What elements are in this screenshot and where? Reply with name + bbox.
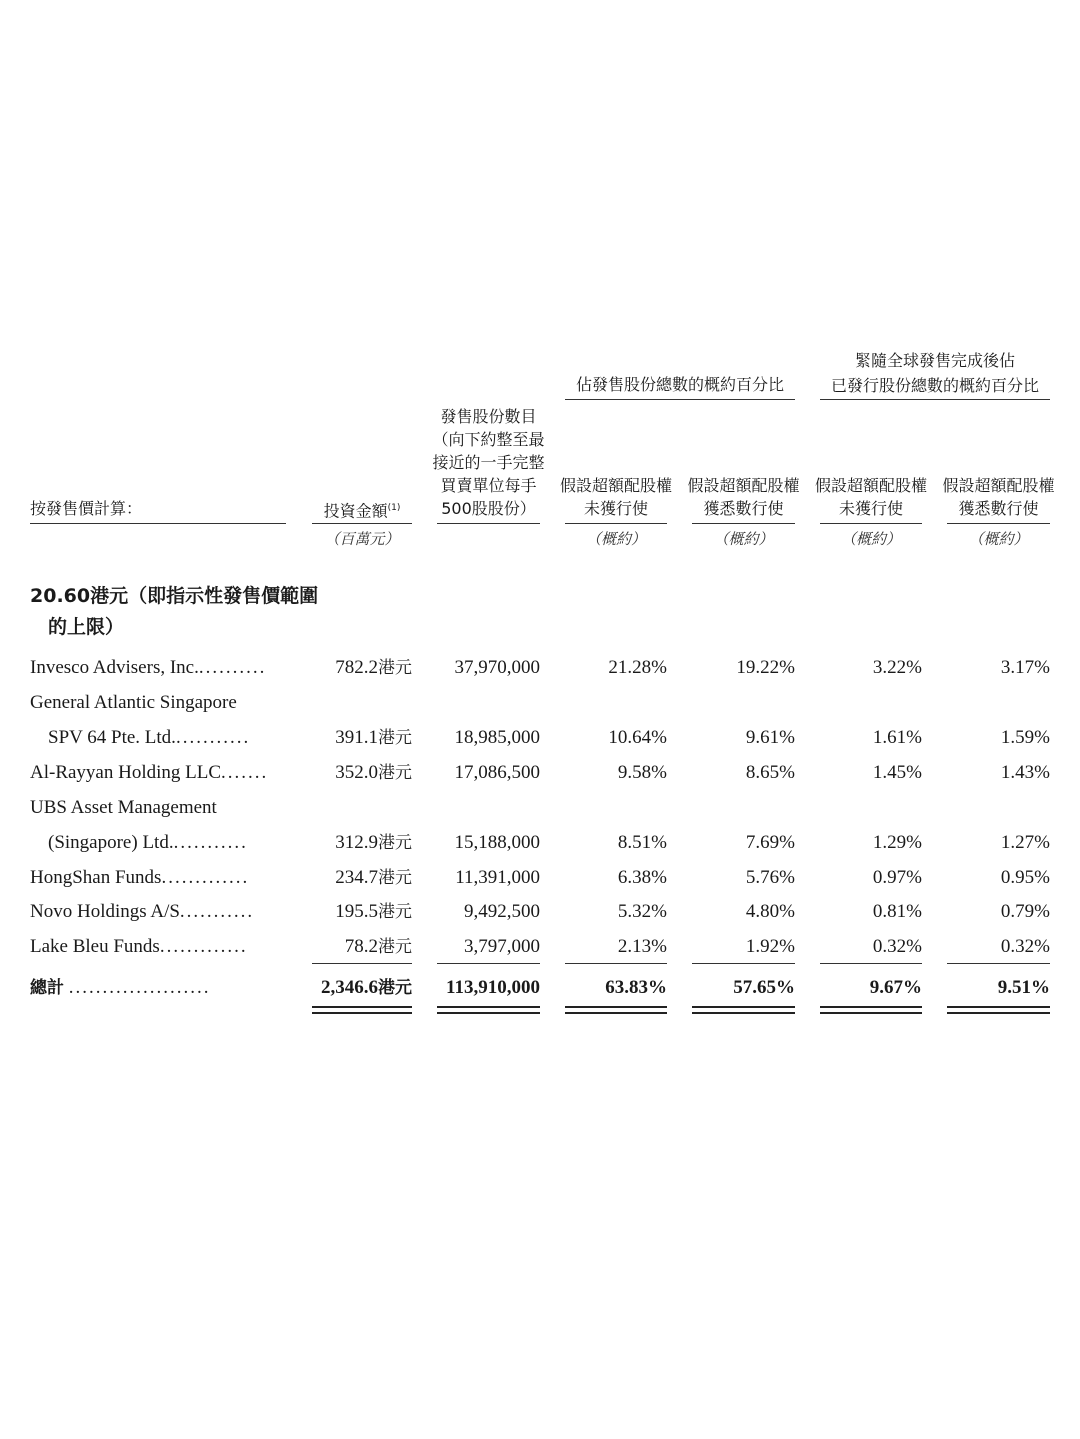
pct-offer-not-exercised: 8.51% [617,832,667,853]
subtotal-rule [820,963,922,964]
pct-offer-fully-exercised: 19.22% [736,657,795,678]
total-pct-issued-fully-exercised: 9.51% [997,977,1050,998]
share-count: 11,391,000 [455,867,540,888]
total-pct-offer-not-exercised: 63.83% [605,977,667,998]
pct-issued-not-exercised: 1.29% [872,832,922,853]
pct-issued-fully-exercised: 1.43% [1000,762,1050,783]
subtotal-rule [565,963,667,964]
column-header-issued-fully-exercised: 假設超額配股權 獲悉數行使 [942,476,1055,518]
share-count: 3,797,000 [464,936,540,957]
total-double-rule [820,1006,922,1014]
investor-name: (Singapore) Ltd............ [48,832,248,853]
investment-amount: 78.2港元 [344,936,412,957]
section-heading: 20.60港元（即指示性發售價範圍 的上限） [30,585,319,638]
column-rule-investment-amount [312,523,412,524]
pct-offer-fully-exercised: 4.80% [745,901,795,922]
pct-offer-fully-exercised: 5.76% [745,867,795,888]
pct-issued-not-exercised: 0.81% [872,901,922,922]
investor-name: Invesco Advisers, Inc........... [30,657,267,678]
subtotal-rule [692,963,795,964]
investor-name: SPV 64 Pte. Ltd............ [48,727,251,748]
total-row [0,970,1080,1005]
investment-amount: 782.2港元 [335,657,412,678]
pct-offer-fully-exercised: 9.61% [745,727,795,748]
pct-issued-fully-exercised: 3.17% [1000,657,1050,678]
investment-amount: 352.0港元 [335,762,412,783]
subtotal-rule [312,963,412,964]
column-rule-shares [437,523,540,524]
investment-amount: 391.1港元 [335,727,412,748]
table-row [0,650,1080,685]
share-count: 37,970,000 [454,657,540,678]
total-double-rule [947,1006,1050,1014]
pct-issued-not-exercised: 0.97% [872,867,922,888]
pct-issued-not-exercised: 1.61% [872,727,922,748]
investor-name: Lake Bleu Funds............. [30,936,248,957]
unit-approx: （概約） [968,530,1029,548]
table-row [0,894,1080,929]
pct-issued-fully-exercised: 0.95% [1000,867,1050,888]
total-double-rule [565,1006,667,1014]
pct-offer-not-exercised: 21.28% [608,657,667,678]
column-header-offer-not-exercised: 假設超額配股權 未獲行使 [560,476,673,518]
leader-dots: ............. [161,867,250,888]
pct-offer-not-exercised: 6.38% [617,867,667,888]
group-rule-issued-pct [820,399,1050,400]
column-header-offer-fully-exercised: 假設超額配股權 獲悉數行使 [687,476,800,518]
investment-amount: 195.5港元 [335,901,412,922]
group-rule-offer-pct [565,399,795,400]
investment-amount: 234.7港元 [335,867,412,888]
investment-amount: 312.9港元 [335,832,412,853]
leader-dots: ..................... [68,977,211,998]
leader-dots: ........... [175,727,251,748]
footnote-marker: (1) [387,503,401,513]
leader-dots: ........... [179,901,255,922]
pct-offer-fully-exercised: 8.65% [745,762,795,783]
unit-approx: （概約） [713,530,774,548]
leader-dots: .......... [198,657,267,678]
column-rule-offer-not-exercised [565,523,667,524]
share-count: 15,188,000 [454,832,540,853]
investor-name-line1: UBS Asset Management [30,797,217,818]
column-header-investment-amount: 投資金額$^{(1)}$ [323,501,401,521]
pct-offer-fully-exercised: 7.69% [745,832,795,853]
table-row [0,860,1080,895]
unit-approx: （概約） [840,530,901,548]
column-header-shares: 發售股份數目 （向下約整至最 接近的一手完整 買賣單位每手 500股股份） [432,407,545,518]
unit-investment-amount: （百萬元） [324,530,400,548]
pct-offer-fully-exercised: 1.92% [745,936,795,957]
total-double-rule [312,1006,412,1014]
total-double-rule [692,1006,795,1014]
total-label: 總計 ..................... [30,977,211,998]
pct-offer-not-exercised: 9.58% [617,762,667,783]
investor-name-line1: General Atlantic Singapore [30,692,237,713]
pct-issued-fully-exercised: 1.27% [1000,832,1050,853]
investor-name: HongShan Funds............. [30,867,250,888]
pct-offer-not-exercised: 2.13% [617,936,667,957]
column-rule-offer-fully-exercised [692,523,795,524]
total-pct-issued-not-exercised: 9.67% [869,977,922,998]
share-count: 17,086,500 [454,762,540,783]
column-rule-issued-fully-exercised [947,523,1050,524]
column-rule-issued-not-exercised [820,523,922,524]
pct-issued-not-exercised: 0.32% [872,936,922,957]
share-count: 18,985,000 [454,727,540,748]
table-row [0,755,1080,790]
pct-issued-fully-exercised: 1.59% [1000,727,1050,748]
leader-dots: ............. [159,936,248,957]
investor-name: Novo Holdings A/S........... [30,901,255,922]
table-row [0,720,1080,755]
table-row-name-line [0,790,1080,825]
total-investment-amount: 2,346.6港元 [321,977,412,998]
pct-issued-fully-exercised: 0.79% [1000,901,1050,922]
column-header-issued-not-exercised: 假設超額配股權 未獲行使 [815,476,928,518]
table-row-name-line [0,685,1080,720]
share-count: 9,492,500 [464,901,540,922]
total-double-rule [437,1006,540,1014]
pct-issued-not-exercised: 1.45% [872,762,922,783]
total-pct-offer-fully-exercised: 57.65% [733,977,795,998]
unit-approx: （概約） [585,530,646,548]
table-row [0,929,1080,964]
leader-dots: ....... [221,762,269,783]
pct-issued-fully-exercised: 0.32% [1000,936,1050,957]
pct-offer-not-exercised: 5.32% [617,901,667,922]
leader-dots: ........... [173,832,248,853]
total-share-count: 113,910,000 [446,977,540,998]
investor-name: Al-Rayyan Holding LLC....... [30,762,269,783]
group-header-offer-pct: 佔發售股份總數的概約百分比 [575,375,784,394]
group-header-issued-pct: 緊隨全球發售完成後佔 已發行股份總數的概約百分比 [830,351,1039,395]
column-rule-basis [30,523,286,524]
subtotal-rule [437,963,540,964]
subtotal-rule [947,963,1050,964]
table-row [0,825,1080,860]
pct-issued-not-exercised: 3.22% [872,657,922,678]
column-header-basis: 按發售價計算： [30,499,143,518]
pct-offer-not-exercised: 10.64% [608,727,667,748]
